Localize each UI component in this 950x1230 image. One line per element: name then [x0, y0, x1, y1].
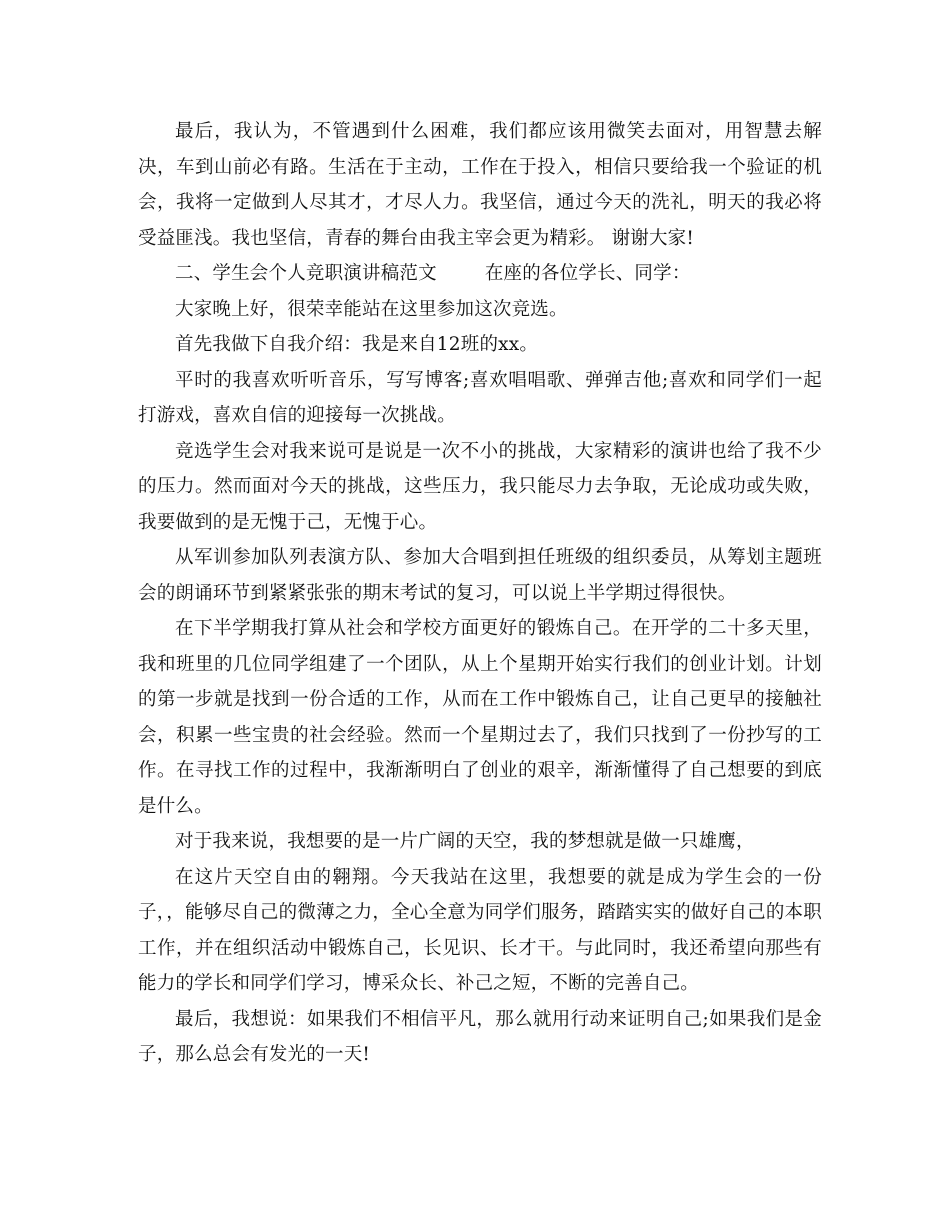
audience-greeting: 在座的各位学长、同学： [484, 263, 691, 284]
section-title: 二、学生会个人竞职演讲稿范文 [175, 263, 437, 284]
speech-heading-line [138, 256, 822, 292]
paragraph-goal: 在这片天空自由的翱翔。今天我站在这里，我想要的就是成为学生会的一份子，，能够尽自己的微薄之力，全心全意为同学们服务，踏踏实实的做好自己的本职工作，并在组织活动中锻炼自己，长见识、长才干。与此同时，我还希望向那些有能力的学长和同学们学习，博采众长、补己之短，不断的完善自己。 [138, 866, 822, 994]
document-body [138, 114, 822, 1073]
paragraph-hobbies: 平时的我喜欢听听音乐，写写博客;喜欢唱唱歌、弹弹吉他;喜欢和同学们一起打游戏，喜欢自信的迎接每一次挑战。 [138, 369, 822, 426]
paragraph-greeting: 大家晚上好，很荣幸能站在这里参加这次竞选。 [175, 298, 568, 320]
paragraph-final: 最后，我想说：如果我们不相信平凡，那么就用行动来证明自己;如果我们是金子，那么总会有发光的一天! [138, 1008, 822, 1065]
paragraph-challenge: 竞选学生会对我来说可是说是一次不小的挑战，大家精彩的演讲也给了我不少的压力。然而面对今天的挑战，这些压力，我只能尽力去争取，无论成功或失败，我要做到的是无愧于己，无愧于心。 [138, 440, 822, 533]
paragraph-second-semester: 在下半学期我打算从社会和学校方面更好的锻炼自己。在开学的二十多天里，我和班里的几位同学组建了一个团队，从上个星期开始实行我们的创业计划。计划的第一步就是找到一份合适的工作，从而在工作中锻炼自己，让自己更早的接触社会，积累一些宝贵的社会经验。然而一个星期过去了，我们只找到了一份抄写的工作。在寻找工作的过程中，我渐渐明白了创业的艰辛，渐渐懂得了自己想要的到底是什么。 [138, 618, 822, 817]
paragraph-first-semester: 从军训参加队列表演方队、参加大合唱到担任班级的组织委员，从筹划主题班会的朗诵环节到紧紧张张的期末考试的复习，可以说上半学期过得很快。 [138, 547, 822, 604]
paragraph-self-introduction: 首先我做下自我介绍：我是来自12班的xx。 [175, 334, 539, 355]
paragraph-dream: 对于我来说，我想要的是一片广阔的天空，我的梦想就是做一只雄鹰， [175, 831, 755, 852]
closing-paragraph: 最后，我认为，不管遇到什么困难，我们都应该用微笑去面对，用智慧去解决，车到山前必有路。生活在于主动，工作在于投入，相信只要给我一个验证的机会，我将一定做到人尽其才，才尽人力。我坚信，通过今天的洗礼，明天的我必将受益匪浅。我也坚信，青春的舞台由我主宰会更为精彩。 谢谢大家! [138, 121, 822, 249]
